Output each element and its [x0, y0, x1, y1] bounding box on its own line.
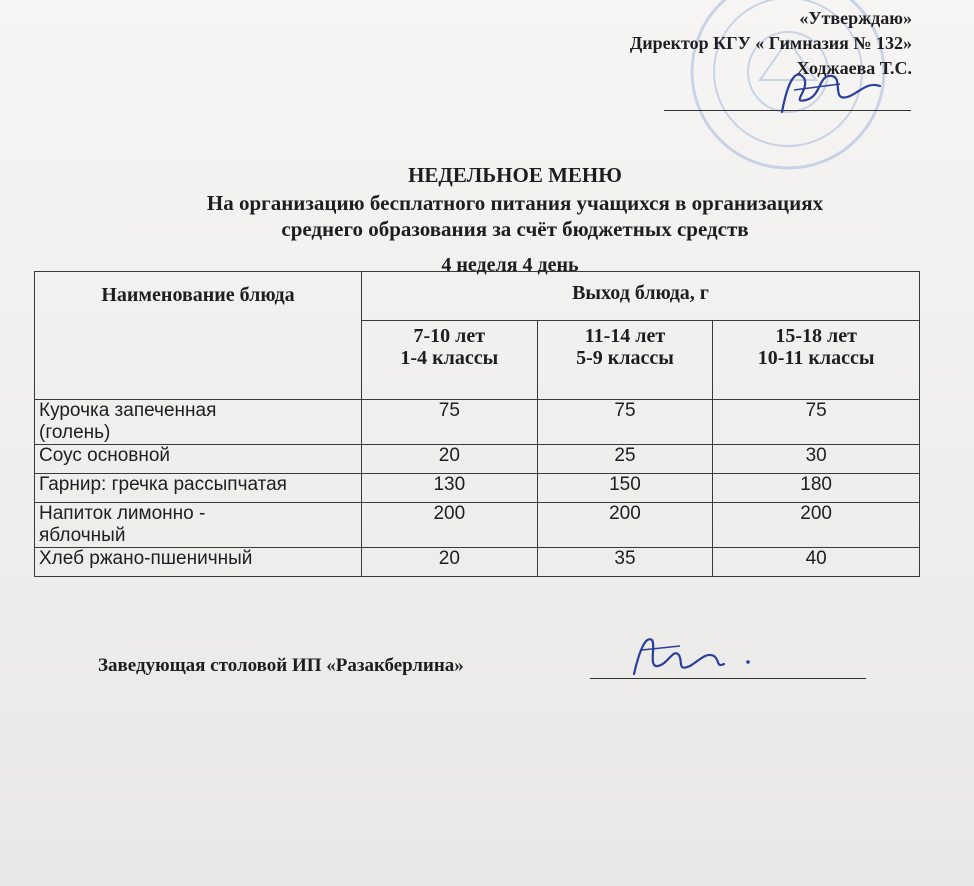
- header-age-group: [362, 321, 538, 400]
- approval-title: «Утверждаю»: [799, 8, 912, 28]
- dish-name-line: (голень): [39, 422, 111, 443]
- grade-range: 5-9 классы: [576, 347, 674, 369]
- menu-title: НЕДЕЛЬНОЕ МЕНЮ: [408, 163, 622, 187]
- dish-name: Гарнир: гречка рассыпчатая: [35, 474, 362, 503]
- age-range: 7-10 лет: [413, 325, 486, 347]
- header-age-group: [713, 321, 920, 400]
- age-range: 15-18 лет: [775, 325, 857, 347]
- grade-range: 1-4 классы: [400, 347, 499, 369]
- dish-name-line: Курочка запеченная: [39, 400, 217, 421]
- header-yield: Выход блюда, г: [362, 272, 920, 321]
- yield-value: 200: [537, 503, 713, 548]
- canteen-signature-icon: [620, 628, 770, 683]
- yield-value: 35: [537, 548, 713, 577]
- approval-person: Ходжаева Т.С.: [796, 58, 912, 78]
- age-range: 11-14 лет: [584, 325, 666, 347]
- dish-name: Соус основной: [35, 445, 362, 474]
- table-row: [35, 474, 920, 503]
- yield-value: 200: [713, 503, 920, 548]
- yield-value: 40: [713, 548, 920, 577]
- yield-value: 75: [537, 400, 713, 445]
- week-day-label: 4 неделя 4 день: [441, 254, 579, 276]
- header-age-group: [537, 321, 713, 400]
- yield-value: 20: [362, 445, 538, 474]
- yield-value: 75: [362, 400, 538, 445]
- canteen-manager-label: Заведующая столовой ИП «Разакберлина»: [98, 655, 464, 676]
- dish-name-line: Напиток лимонно -: [39, 503, 206, 524]
- grade-range: 10-11 классы: [757, 347, 875, 369]
- menu-subtitle-1: На организацию бесплатного питания учащихся в организациях: [206, 191, 824, 215]
- menu-table: [34, 271, 920, 577]
- yield-value: 200: [362, 503, 538, 548]
- table-row: [35, 503, 920, 548]
- yield-value: 25: [537, 445, 713, 474]
- director-signature-icon: [770, 60, 890, 120]
- table-row: [35, 400, 920, 445]
- dish-name: [35, 400, 362, 445]
- header-dish-name: Наименование блюда: [35, 272, 362, 400]
- approval-position: Директор КГУ « Гимназия № 132»: [629, 33, 912, 53]
- yield-value: 20: [362, 548, 538, 577]
- table-row: [35, 445, 920, 474]
- yield-value: 75: [713, 400, 920, 445]
- yield-value: 30: [713, 445, 920, 474]
- yield-value: 130: [362, 474, 538, 503]
- menu-subtitle-2: среднего образования за счёт бюджетных средств: [281, 217, 749, 241]
- yield-value: 180: [713, 474, 920, 503]
- table-header-row: [35, 272, 920, 321]
- dish-name: Хлеб ржано-пшеничный: [35, 548, 362, 577]
- dish-name-line: яблочный: [39, 525, 126, 546]
- dish-name: [35, 503, 362, 548]
- yield-value: 150: [537, 474, 713, 503]
- table-row: [35, 548, 920, 577]
